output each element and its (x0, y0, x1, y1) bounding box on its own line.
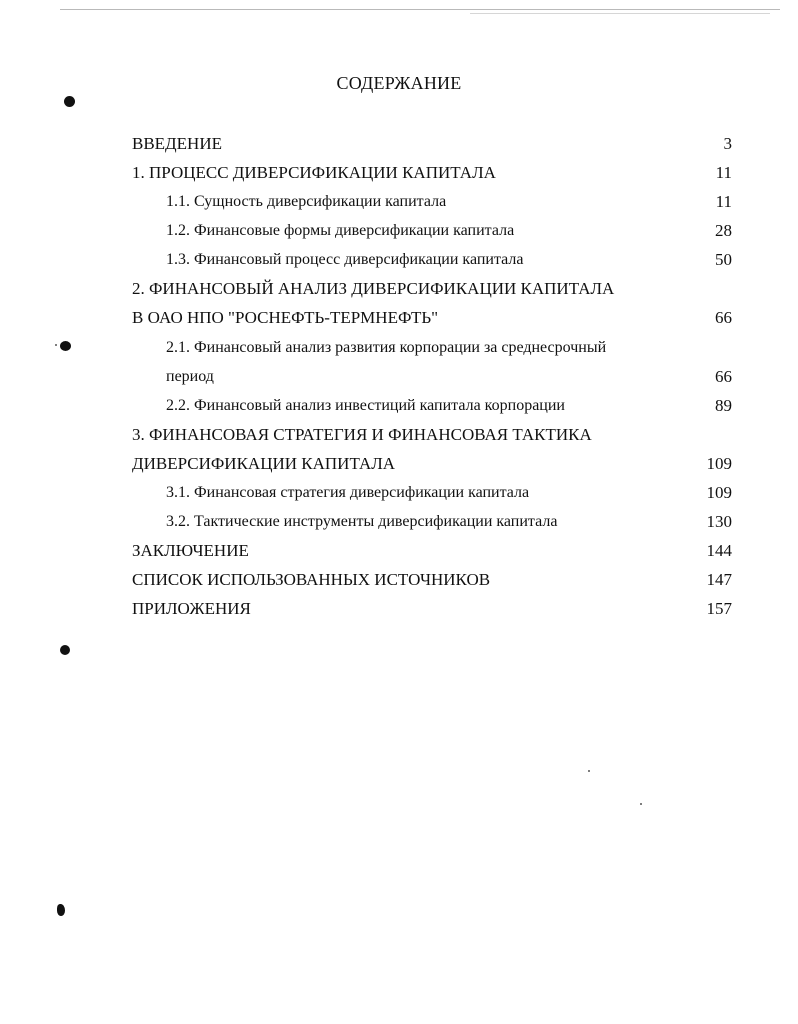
toc-entry-page: 11 (715, 192, 732, 211)
scan-speck (55, 344, 57, 346)
toc-entry-page: 109 (706, 483, 732, 502)
toc-entry-text: 1.3. Финансовый процесс диверсификации капитала (166, 251, 524, 268)
toc-entry-page: 28 (715, 221, 732, 240)
toc-entry-text: 1. ПРОЦЕСС ДИВЕРСИФИКАЦИИ КАПИТАЛА (132, 163, 496, 182)
toc-entry-text-continued: В ОАО НПО "РОСНЕФТЬ-ТЕРМНЕФТЬ" (132, 308, 439, 327)
toc-entry-page: 66 (715, 308, 732, 327)
toc-entry-text-continued: период (166, 368, 214, 385)
toc-entry-text-continued: ДИВЕРСИФИКАЦИИ КАПИТАЛА (132, 454, 396, 473)
toc-entry-text: 3.1. Финансовая стратегия диверсификации капитала (166, 484, 530, 501)
toc-entry-text: 2.1. Финансовый анализ развития корпорации за среднесрочный (166, 339, 607, 356)
toc-entry-text: 2. ФИНАНСОВЫЙ АНАЛИЗ ДИВЕРСИФИКАЦИИ КАПИТАЛА (132, 279, 615, 298)
punch-hole-4 (57, 904, 65, 916)
scan-top-edge (60, 9, 780, 10)
toc-entry-page: 109 (706, 454, 732, 473)
scan-top-edge-faint (470, 13, 770, 14)
toc-entry-text: ВВЕДЕНИЕ (132, 134, 222, 153)
punch-hole-3 (60, 645, 70, 655)
toc-entry-text: СПИСОК ИСПОЛЬЗОВАННЫХ ИСТОЧНИКОВ (132, 570, 491, 589)
toc-entry-text: 1.2. Финансовые формы диверсификации капитала (166, 222, 515, 239)
toc-entry-text: 1.1. Сущность диверсификации капитала (166, 193, 447, 210)
toc-entry-page: 89 (715, 396, 732, 415)
toc-entry-text: ЗАКЛЮЧЕНИЕ (132, 541, 249, 560)
toc-entry-page: 157 (706, 599, 732, 618)
toc-entry-page: 11 (715, 163, 732, 182)
punch-hole-1 (64, 96, 75, 107)
toc-entry-page: 147 (706, 570, 732, 589)
punch-hole-2 (60, 341, 71, 351)
toc-entry-page: 144 (706, 541, 732, 560)
toc-entry-text: 3.2. Тактические инструменты диверсификации капитала (166, 513, 558, 530)
scan-speck (588, 770, 590, 772)
toc-entry-text: 3. ФИНАНСОВАЯ СТРАТЕГИЯ И ФИНАНСОВАЯ ТАКТИКА (132, 425, 592, 444)
toc-entry-text: 2.2. Финансовый анализ инвестиций капитала корпорации (166, 397, 565, 414)
toc-entry-page: 50 (715, 250, 732, 269)
toc-entry-page: 66 (715, 367, 732, 386)
toc-entry-text: ПРИЛОЖЕНИЯ (132, 599, 251, 618)
toc-entry-page: 130 (706, 512, 732, 531)
page-title: СОДЕРЖАНИЕ (336, 73, 462, 93)
scan-speck (640, 803, 642, 805)
toc-entry-page: 3 (723, 134, 732, 153)
